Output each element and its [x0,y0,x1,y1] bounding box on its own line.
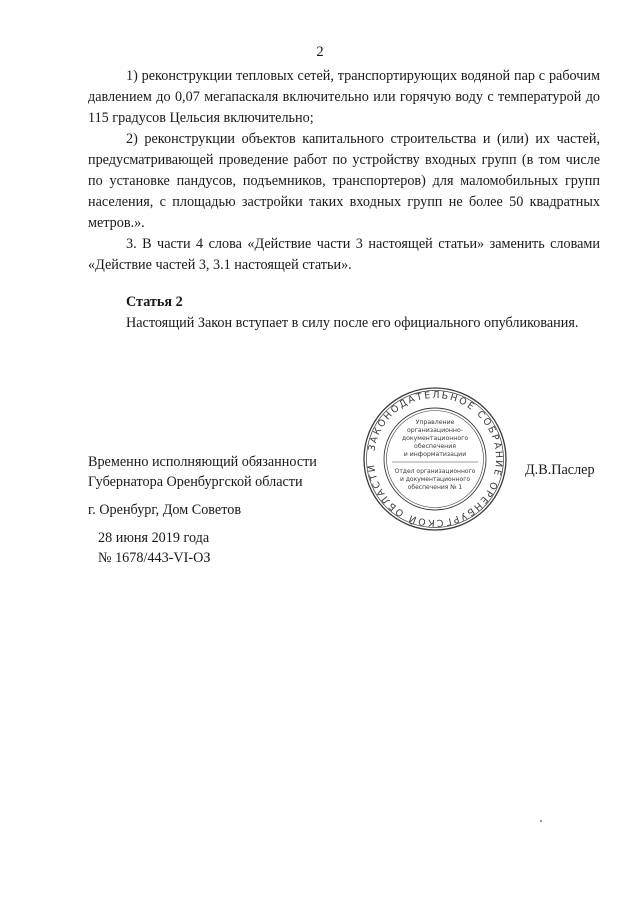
date-block [98,528,210,568]
article-text: Настоящий Закон вступает в силу после его официального опубликования. [126,315,579,331]
seal-dept-line-3: обеспечения № 1 [407,484,463,491]
signatory-position-line-1: Временно исполняющий обязанности [88,454,317,470]
signing-date: 28 июня 2019 года [98,530,210,546]
seal-inner-line-2: организационно- [406,427,464,434]
seal-dept-line-1: Отдел организационного [394,468,476,475]
seal-inner-line-4: обеспечения [414,443,456,450]
seal-dept-line-2: и документационного [399,476,471,483]
seal-inner-line-5: и информатизации [403,451,467,458]
paragraph-3: 3. В части 4 слова «Действие части 3 настоящей статьи» заменить словами «Действие частей 3, 3.1 настоящей статьи». [88,236,600,273]
signing-place: г. Оренбург, Дом Советов [88,502,242,518]
paragraph-2: 2) реконструкции объектов капитального строительства и (или) их частей, предусматривающей проведение работ по устройству входных групп (в том числе по установке пандусов, подъемников, транспортеров) для маломобильных групп населения, с площадью застройки таких входных групп не более 50 квадратных метров.». [88,131,600,231]
law-number: № 1678/443-VI-ОЗ [98,550,211,566]
scan-speck [540,820,542,822]
page-number: 2 [316,44,324,60]
seal-inner-line-3: документационного [401,435,469,442]
signatory-name: Д.В.Паслер [525,462,595,478]
paragraph-1: 1) реконструкции тепловых сетей, транспортирующих водяной пар с рабочим давлением до 0,07 мегапаскаля включительно или горячую воду с температурой до 115 градусов Цельсия включительно; [88,68,600,126]
signatory-position-line-2: Губернатора Оренбургской области [88,474,303,490]
document-body [88,66,600,334]
signatory-position [88,452,317,492]
seal-inner-line-1: Управление [415,419,455,426]
official-seal [362,386,508,532]
article-title: Статья 2 [126,294,183,310]
seal-outer-text: ЗАКОНОДАТЕЛЬНОЕ СОБРАНИЕ ОРЕНБУРГСКОЙ ОБЛАСТИ [366,389,505,529]
